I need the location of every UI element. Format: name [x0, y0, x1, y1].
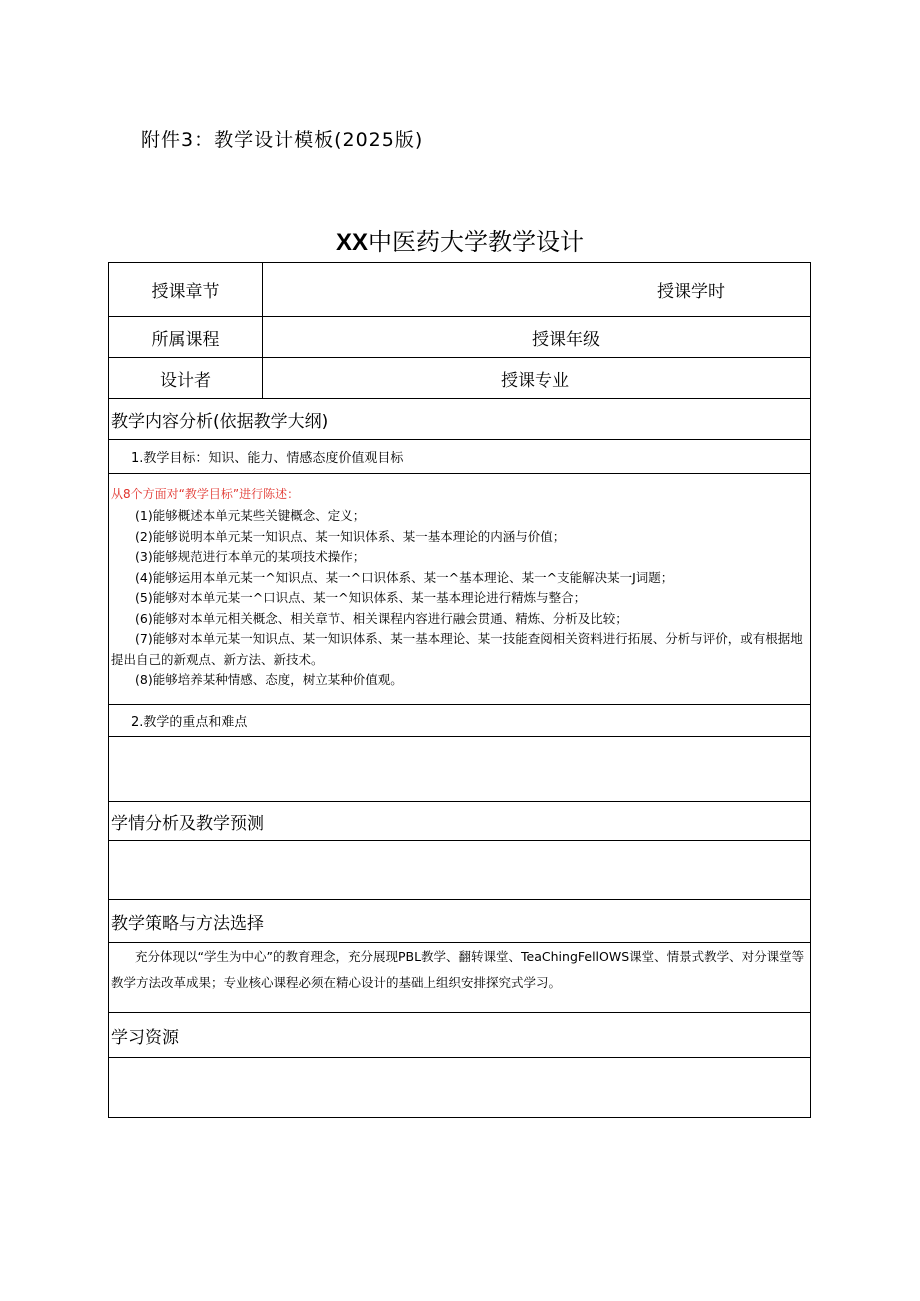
objective-item: (6)能够对本单元相关概念、相关章节、相关课程内容进行融会贯通、精炼、分析及比较； [135, 610, 628, 626]
objective-item: (1)能够概述本单元某些关键概念、定义； [135, 508, 366, 523]
learner-analysis-heading: 学情分析及教学预测 [109, 802, 810, 841]
label-course: 所属课程 [109, 317, 263, 357]
objective-item: (3)能够规范进行本单元的某项技术操作； [135, 549, 366, 564]
title-text: 中医药大学教学设计 [368, 228, 584, 256]
resources-heading: 学习资源 [109, 1013, 810, 1058]
title-prefix: XX [335, 229, 368, 256]
objective-item: (8)能够培养某种情感、态度，树立某种价值观。 [135, 672, 403, 687]
attachment-title: 附件3：教学设计模板(2025版) [141, 129, 424, 151]
strategy-block [109, 943, 810, 1013]
content-analysis-heading: 教学内容分析(依据教学大纲) [109, 399, 810, 440]
design-table [108, 262, 811, 1118]
label-chapter: 授课章节 [109, 263, 263, 316]
strategy-text: 充分体现以“学生为中心”的教育理念，充分展现PBL教学、翻转课堂、TeaChingFellOWS课堂、情景式教学、对分课堂等教学方法改革成果；专业核心课程必须在精心设计的基础上组织安排探究式学习。 [111, 949, 805, 990]
objective-item: (2)能够说明本单元某一知识点、某一知识体系、某一基本理论的内涵与价值； [135, 528, 566, 544]
label-grade: 授课年级 [532, 329, 600, 350]
objective-item: (4)能够运用本单元某一^知识点、某一^口识体系、某一^基本理论、某一^支能解决某一J词题； [135, 569, 674, 585]
resources-blank [109, 1058, 810, 1117]
row-designer [109, 358, 810, 399]
label-major: 授课专业 [501, 370, 569, 391]
key-points-label: 2.教学的重点和难点 [109, 705, 810, 737]
label-hours: 授课学时 [657, 282, 725, 302]
label-designer: 设计者 [109, 358, 263, 398]
strategy-heading: 教学策略与方法选择 [109, 900, 810, 943]
objectives-label: 1.教学目标：知识、能力、情感态度价值观目标 [109, 440, 810, 474]
objectives-block [109, 474, 810, 705]
objective-item: (5)能够对本单元某一^口识点、某一^知识体系、某一基本理论进行精炼与整合； [135, 590, 587, 605]
objectives-instruction: 从8个方面对“教学目标”进行陈述： [111, 487, 300, 501]
objective-item: (7)能够对本单元某一知识点、某一知识体系、某一基本理论、某一技能查阅相关资料进行拓展、分析与评价，或有根据地提出自己的新观点、新方法、新技术。 [111, 631, 803, 667]
row-chapter [109, 263, 810, 317]
key-points-blank [109, 737, 810, 802]
document-title [0, 222, 920, 257]
row-course [109, 317, 810, 358]
objectives-list [109, 506, 810, 691]
learner-analysis-blank [109, 841, 810, 900]
